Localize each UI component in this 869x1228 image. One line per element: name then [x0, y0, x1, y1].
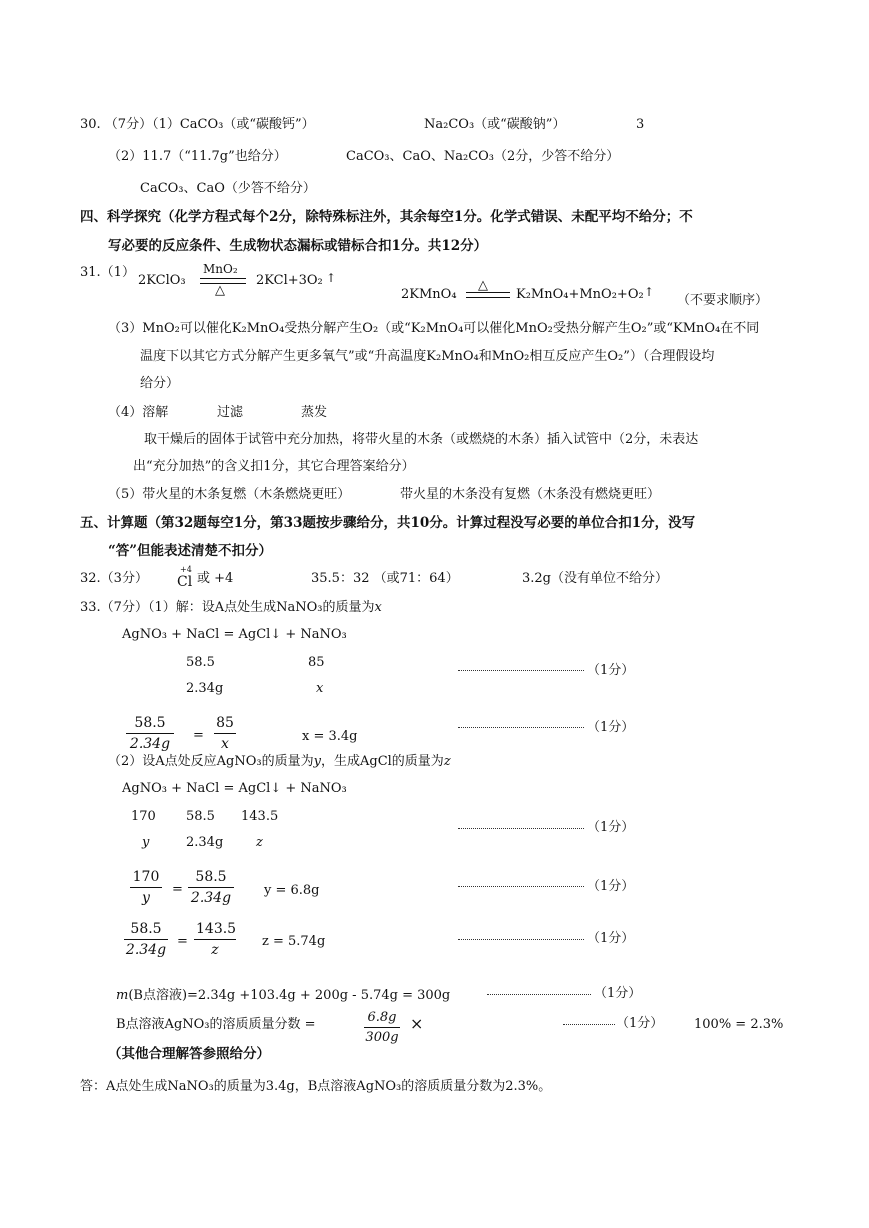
q31-part3-line2: 温度下以其它方式分解产生更多氧气”或“升高温度K₂MnO₄和MnO₂相互反应产生O₂”）（合理假设均 [140, 349, 715, 364]
q32-ratio: 35.5：32 （或71：64） [311, 571, 459, 586]
q33-fa-num2: 85 [216, 715, 234, 731]
q33-fb-den1: y [142, 890, 150, 906]
q30-line3: CaCO₃、CaO（少答不给分） [140, 181, 316, 196]
section5-heading-line2: “答”但能表述清楚不扣分） [108, 543, 273, 559]
q31-part4-line3: 出“充分加热”的含义扣1分，其它合理答案给分） [133, 459, 415, 474]
q30-line1-c: 3 [636, 117, 645, 132]
q32-mass: 3.2g（没有单位不给分） [522, 571, 668, 586]
q33-fc-den1: 2.34g [125, 942, 167, 958]
q33-fb-equals: = [172, 882, 183, 897]
q33-part2-intro: （2）设A点处反应AgNO₃的质量为y，生成AgCl的质量为z [108, 754, 451, 769]
q33-var-z: z [443, 754, 451, 769]
q31-part4-evaporate: 蒸发 [301, 405, 328, 420]
q30-line1-b: Na₂CO₃（或“碳酸钠”） [424, 117, 566, 132]
q33-fraction-label: B点溶液AgNO₃的溶质质量分数 = [116, 1017, 316, 1032]
q31-label: 31.（1） [80, 265, 135, 280]
q33-b-row2-col2: 2.34g [186, 835, 224, 850]
q33-point-5: （1分） [587, 931, 635, 946]
q33-b-row2-col3: z [256, 835, 263, 850]
q33-fc-den2: z [211, 942, 219, 958]
q33-fraction-a2 [214, 716, 236, 751]
q33-fb-num1: 170 [132, 869, 160, 885]
q33-fraction-c1 [124, 922, 168, 957]
q33-answer: 答：A点处生成NaNO₃的质量为3.4g，B点溶液AgNO₃的溶质质量分数为2.3%。 [80, 1079, 552, 1094]
q31-eq1-right: 2KCl+3O₂ [256, 273, 323, 288]
q32-label: 32.（3分） [80, 571, 148, 586]
q31-part3-line3: 给分） [140, 376, 180, 391]
q33-a-row1-col2: 85 [308, 655, 325, 670]
q30-line2-b: CaCO₃、CaO、Na₂CO₃（2分，少答不给分） [346, 149, 620, 164]
q33-percentage: 100% = 2.3% [694, 1017, 784, 1032]
q33-var-y: y [313, 754, 321, 769]
q31-eq2-equals-sign [466, 292, 510, 298]
q31-eq2-note: （不要求顺序） [677, 293, 769, 308]
section4-heading-line1: 四、科学探究（化学方程式每个2分，除特殊标注外，其余每空1分。化学式错误、未配平均不给分；不 [80, 209, 693, 225]
q33-equation-a: AgNO₃ + NaCl = AgCl↓ + NaNO₃ [122, 627, 347, 642]
q33-b-row1-col3: 143.5 [241, 809, 279, 824]
q33-other-note: （其他合理解答参照给分） [108, 1046, 270, 1062]
q33-fraction-b2 [188, 870, 234, 905]
q31-eq1-heat: △ [215, 283, 225, 298]
q33-fc-result: z = 5.74g [262, 934, 326, 949]
q33-dots-7 [563, 1024, 615, 1025]
q31-eq2-right: K₂MnO₄+MnO₂+O₂ [516, 287, 644, 302]
q31-eq2-heat: △ [478, 278, 488, 293]
q33-times-sign: × [410, 1014, 424, 1033]
q32-valence-superscript: +4 [180, 565, 192, 574]
q33-fraction-c2 [194, 922, 236, 957]
q33-fb-result: y = 6.8g [264, 883, 320, 898]
q33-fraction-b1 [130, 870, 162, 905]
q33-point-2: （1分） [587, 720, 635, 735]
q33-equation-b: AgNO₃ + NaCl = AgCl↓ + NaNO₃ [122, 781, 347, 796]
section5-heading-line1: 五、计算题（第32题每空1分，第33题按步骤给分，共10分。计算过程没写必要的单位合扣1分，没写 [80, 515, 696, 531]
q33-fb-den2: 2.34g [190, 890, 232, 906]
q33-point-4: （1分） [587, 879, 635, 894]
q31-part4-filter: 过滤 [217, 405, 244, 420]
q33-fa-den1: 2.34g [129, 736, 171, 752]
q33-intro-variable: x [374, 600, 382, 615]
q33-dots-5 [458, 939, 584, 940]
q31-eq2-left: 2KMnO₄ [401, 287, 457, 302]
q32-chlorine-symbol: Cl [177, 574, 193, 590]
section4-heading-line2: 写必要的反应条件、生成物状态漏标或错标合扣1分。共12分） [108, 238, 488, 254]
q33-fa-equals: = [193, 728, 204, 743]
q30-line1-a: 30. （7分）（1）CaCO₃（或“碳酸钙”） [80, 117, 315, 132]
q33-b-row2-col1: y [142, 835, 150, 850]
q32-or-plus4: 或 +4 [197, 571, 234, 586]
q33-point-1: （1分） [587, 663, 635, 678]
q31-eq1-left: 2KClO₃ [138, 273, 186, 288]
q31-part5-a: （5）带火星的木条复燃（木条燃烧更旺） [108, 487, 351, 502]
q33-point-6: （1分） [594, 986, 642, 1001]
q33-b-row1-col1: 170 [131, 809, 156, 824]
q33-point-7: （1分） [616, 1016, 664, 1031]
q33-fb-num2: 58.5 [195, 869, 227, 885]
q31-part4-line2: 取干燥后的固体于试管中充分加热，将带火星的木条（或燃烧的木条）插入试管中（2分，未表达 [144, 432, 699, 447]
q33-a-row2-col2: x [316, 681, 324, 696]
q33-fa-den2: x [221, 736, 229, 752]
q31-eq1-catalyst: MnO₂ [203, 262, 238, 276]
q33-a-row1-col1: 58.5 [186, 655, 215, 670]
q31-part3-line1: （3）MnO₂可以催化K₂MnO₄受热分解产生O₂（或“K₂MnO₄可以催化MnO₂受热分解产生O₂”或“KMnO₄在不同 [108, 321, 760, 336]
q33-dots-6 [487, 994, 591, 995]
q31-eq2-gas-arrow: ↑ [644, 285, 655, 299]
q33-b-row1-col2: 58.5 [186, 809, 215, 824]
q30-line2-a: （2）11.7（“11.7g”也给分） [108, 149, 287, 164]
q31-part5-b: 带火星的木条没有复燃（木条没有燃烧更旺） [400, 487, 661, 502]
q33-fa-result: x = 3.4g [302, 729, 358, 744]
q33-fd-den: 300g [365, 1030, 399, 1045]
q33-fraction-a1 [126, 716, 174, 751]
q33-fa-num1: 58.5 [134, 715, 166, 731]
q33-fraction-d [364, 1011, 400, 1044]
q33-fc-num1: 58.5 [130, 921, 162, 937]
q33-fc-num2: 143.5 [196, 921, 237, 937]
q33-dots-3 [458, 828, 584, 829]
q33-a-row2-col1: 2.34g [186, 681, 224, 696]
q33-intro: 33.（7分）（1）解：设A点处生成NaNO₃的质量为x [80, 600, 382, 615]
q31-part4-dissolve: （4）溶解 [108, 405, 169, 420]
q33-dots-2 [458, 727, 584, 728]
q33-fd-num: 6.8g [367, 1010, 397, 1025]
q33-point-3: （1分） [587, 820, 635, 835]
q33-dots-4 [458, 886, 584, 887]
q31-eq1-gas-arrow: ↑ [326, 271, 337, 285]
q33-fc-equals: = [177, 934, 188, 949]
q33-mass-solution-b: m(B点溶液)=2.34g +103.4g + 200g - 5.74g = 300g [116, 988, 451, 1003]
q33-dots-1 [458, 670, 584, 671]
